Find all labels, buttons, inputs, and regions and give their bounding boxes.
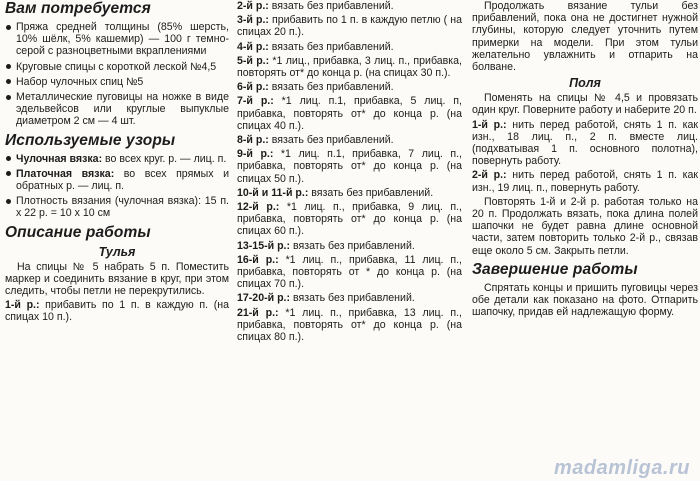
- pattern-stockinette-text: во всех круг. р. — лиц. п.: [102, 152, 227, 165]
- crown-row-text: *1 лиц. п., прибавка, 11 лиц. п., прибавка, повторять от * до конца р. (на спицах 70 п.).: [237, 253, 462, 291]
- crown-row-label: 4-й р.:: [237, 40, 269, 53]
- crown-row-label: 6-й р.:: [237, 81, 269, 94]
- crown-row-label: 5-й р.:: [237, 54, 270, 67]
- crown-row-1-label: 1-й р.:: [5, 299, 40, 312]
- crown-row: [237, 14, 462, 38]
- pattern-stockinette-label: Чулочная вязка:: [16, 152, 103, 165]
- crown-row-label: 9-й р.:: [237, 148, 274, 161]
- crown-row: [237, 148, 462, 185]
- crown-row-text: вязать без прибавлений.: [290, 239, 415, 252]
- brim-row-2-label: 2-й р.:: [472, 169, 507, 182]
- gauge-density: Плотность вязания (чулочная вязка): 15 п. х 22 р. = 10 х 10 см: [5, 195, 229, 219]
- crown-row-label: 8-й р.:: [237, 134, 269, 147]
- pattern-stockinette: [5, 153, 229, 165]
- crown-row-label: 2-й р.:: [237, 0, 269, 12]
- crown-row: [237, 254, 462, 291]
- crown-row-label: 7-й р.:: [237, 95, 274, 108]
- brim-row-1-label: 1-й р.:: [472, 118, 507, 131]
- crown-row-label: 3-й р.:: [237, 14, 269, 27]
- heading-finishing: Завершение работы: [472, 260, 638, 278]
- column-middle: [237, 0, 462, 481]
- watermark: madamliga.ru: [553, 457, 690, 479]
- crown-row-label: 17-20-й р.:: [237, 292, 291, 305]
- crown-row-label: 21-й р.:: [237, 306, 279, 319]
- crown-row-text: *1 лиц. п.1, прибавка, 7 лиц. п., прибавка, повторять от* до конца р. (на спицах 50 п.).: [237, 148, 462, 185]
- crown-row-1-text: прибавить по 1 п. в каждую п. (на спицах 10 п.).: [5, 299, 229, 324]
- brim-repeat: Повторять 1-й и 2-й р. работая только на 20 п. Продолжать вязать, пока длина полей шапочки не будет равна длине основной части, затем повторить только 2-й р., связав еще около 5 см. Закрыть петли.: [472, 195, 698, 257]
- crown-row-text: вязать без прибавлений.: [290, 292, 415, 305]
- crown-row: [237, 55, 462, 79]
- crown-row-text: *1 лиц. п.1, прибавка, 5 лиц. п, прибавка, повторять от* до конца р. (на спицах 40 п.).: [237, 95, 462, 132]
- crown-row-label: 16-й р.:: [237, 253, 279, 266]
- heading-materials: Вам потребуется: [5, 0, 151, 17]
- crown-row: [237, 201, 462, 238]
- materials-item-buttons: Металлические пуговицы на ножке в виде эдельвейсов или круглые выпуклые диаметром 2 см — 4 шт.: [5, 91, 229, 128]
- crown-row: [237, 41, 462, 53]
- crown-row-label: 13-15-й р.:: [237, 239, 291, 252]
- crown-row-label: 10-й и 11-й р.:: [237, 186, 309, 199]
- heading-description: Описание работы: [5, 223, 151, 241]
- crown-row: [237, 95, 462, 132]
- crown-row-text: вязать без прибавлений.: [268, 134, 394, 147]
- brim-row-2: [472, 169, 698, 193]
- crown-row-text: вязать без прибавлений.: [308, 186, 434, 199]
- brim-intro: Поменять на спицы № 4,5 и провязать один круг. Поверните работу и наберите 20 п.: [472, 92, 698, 117]
- crown-row-text: прибавить по 1 п. в каждую петлю ( на спицах 20 п.).: [237, 14, 462, 39]
- brim-row-2-text: нить перед работой, снять 1 п. как изн., 19 лиц. п., повернуть работу.: [472, 169, 698, 194]
- crown-row-text: *1 лиц., прибавка, 3 лиц. п., прибавка, повторять от* до конца р. (на спицах 30 п.).: [237, 54, 462, 80]
- crown-intro: На спицы № 5 набрать 5 п. Поместить маркер и соединить вязание в круг, при этом следить, чтобы петли не перекрутились.: [5, 260, 229, 298]
- crown-continue: Продолжать вязание тульи без прибавлений, пока она не достигнет нужной глубины, которую следует уточнить путем примерки на модели. При этом тульи желательно увлажнить и отпарить на болване.: [472, 0, 698, 74]
- materials-item-circular-needles: Круговые спицы с короткой леской №4,5: [5, 61, 229, 73]
- crown-row-text: вязать без прибавлений.: [268, 0, 394, 12]
- crown-row-text: вязать без прибавлений.: [268, 81, 394, 94]
- pattern-garter-label: Платочная вязка:: [16, 167, 115, 180]
- finishing-text: Спрятать концы и пришить пуговицы через обе детали как показано на фото. Отпарить шапочку, придав ей надлежащую форму.: [472, 281, 698, 319]
- heading-crown: Тулья: [98, 244, 136, 259]
- crown-row: [237, 292, 462, 304]
- heading-patterns: Используемые узоры: [5, 131, 176, 149]
- column-right: [472, 0, 698, 481]
- crown-row: [237, 134, 462, 146]
- crown-row-text: вязать без прибавлений.: [268, 40, 394, 53]
- crown-row-text: *1 лиц. п., прибавка, 9 лиц. п., прибавка, повторять от* до конца р. (на спицах 60 п.).: [237, 201, 462, 238]
- brim-row-1: [472, 119, 698, 168]
- pattern-garter-text: во всех прямых и обратных р. — лиц. п.: [16, 167, 229, 193]
- pattern-garter: [5, 168, 229, 192]
- crown-row-label: 12-й р.:: [237, 201, 280, 214]
- materials-item-yarn: Пряжа средней толщины (85% шерсть, 10% шёлк, 5% кашемир) — 100 г темно-серой с разноцветными вкраплениями: [5, 21, 229, 58]
- crown-row-1: [5, 299, 229, 323]
- materials-item-dpn-set: Набор чулочных спиц №5: [5, 76, 229, 88]
- crown-row: [237, 187, 462, 199]
- crown-row: [237, 307, 462, 344]
- column-left: [5, 0, 229, 481]
- crown-row: [237, 240, 462, 252]
- crown-row: [237, 0, 462, 12]
- crown-row-text: *1 лиц. п., прибавка, 13 лиц. п., прибавка, повторять от* до конца р. (на спицах 80 п.).: [237, 306, 462, 344]
- heading-brim: Поля: [569, 76, 601, 91]
- brim-row-1-text: нить перед работой, снять 1 п. как изн., 18 лиц. п., 2 п. вместе лиц. (подхватывая 1 п. основного полотна), повернуть работу.: [472, 118, 698, 168]
- crown-row: [237, 81, 462, 93]
